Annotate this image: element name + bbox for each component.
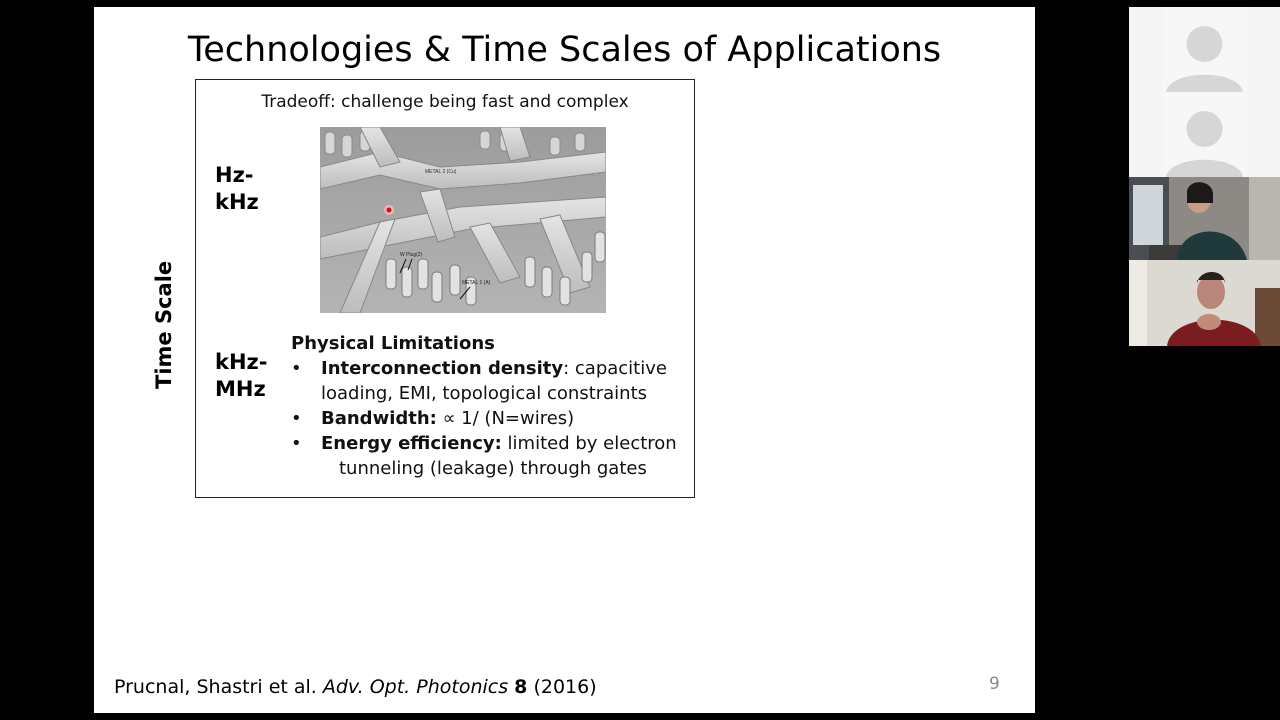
- list-item-cont: [291, 381, 691, 406]
- citation-year: (2016): [527, 676, 597, 698]
- user-placeholder-icon: [1162, 7, 1247, 92]
- citation-footer: [114, 676, 597, 698]
- bullet-icon: •: [291, 433, 302, 454]
- time-scale-axis-label: Time Scale: [152, 260, 176, 389]
- list-item: [291, 406, 691, 431]
- user-placeholder-icon: [1162, 92, 1247, 177]
- content-box: [195, 79, 695, 498]
- participant-tile-2[interactable]: [1129, 92, 1280, 177]
- metal2-label: METAL 2 (Cu): [425, 169, 457, 175]
- chip-illustration: [320, 127, 606, 313]
- participant-avatar-1: [1162, 7, 1247, 92]
- participant-video-man[interactable]: [1129, 260, 1280, 346]
- page-number: 9: [989, 674, 1000, 694]
- list-item: [291, 356, 691, 381]
- bullet-icon: •: [291, 358, 302, 379]
- wplug-label: W Plug(2): [400, 252, 423, 258]
- khz-mhz-label: [215, 349, 267, 403]
- bullet-cont: tunneling (leakage) through gates: [339, 458, 647, 479]
- limitations-heading: Physical Limitations: [291, 333, 495, 354]
- list-item-cont: [291, 456, 691, 481]
- participant-avatar-2: [1162, 92, 1247, 177]
- limitations-list: [291, 356, 691, 481]
- hz-line1: Hz-: [215, 163, 254, 187]
- chip-interconnect-image: [320, 127, 606, 313]
- tradeoff-text: Tradeoff: challenge being fast and complex: [261, 92, 629, 112]
- bullet-cont: loading, EMI, topological constraints: [321, 383, 648, 404]
- bullet-text: : capacitive: [563, 358, 667, 379]
- bullet-bold: Bandwidth:: [321, 408, 437, 429]
- participant-tile-1[interactable]: [1129, 7, 1280, 92]
- bullet-text: ∝ 1/ (N=wires): [436, 408, 575, 429]
- bullet-bold: Interconnection density: [321, 358, 564, 379]
- citation-authors: Prucnal, Shastri et al.: [114, 676, 323, 698]
- citation-journal: Adv. Opt. Photonics: [322, 676, 509, 698]
- bullet-bold: Energy efficiency:: [321, 433, 502, 454]
- hz-line2: kHz: [215, 190, 259, 214]
- khz-line2: MHz: [215, 377, 266, 401]
- khz-line1: kHz-: [215, 350, 268, 374]
- participant-video-woman[interactable]: [1129, 177, 1280, 260]
- video-feed: [1129, 177, 1280, 260]
- hz-khz-label: [215, 162, 259, 216]
- metal1-label: METAL 1 (A): [462, 280, 491, 286]
- presentation-slide: [94, 7, 1035, 713]
- slide-title: Technologies & Time Scales of Applications: [187, 30, 942, 70]
- bullet-text: limited by electron: [501, 433, 677, 454]
- citation-volume: 8: [514, 676, 528, 698]
- video-feed: [1129, 260, 1280, 346]
- physical-limitations: [291, 331, 691, 481]
- list-item: [291, 431, 691, 456]
- bullet-icon: •: [291, 408, 302, 429]
